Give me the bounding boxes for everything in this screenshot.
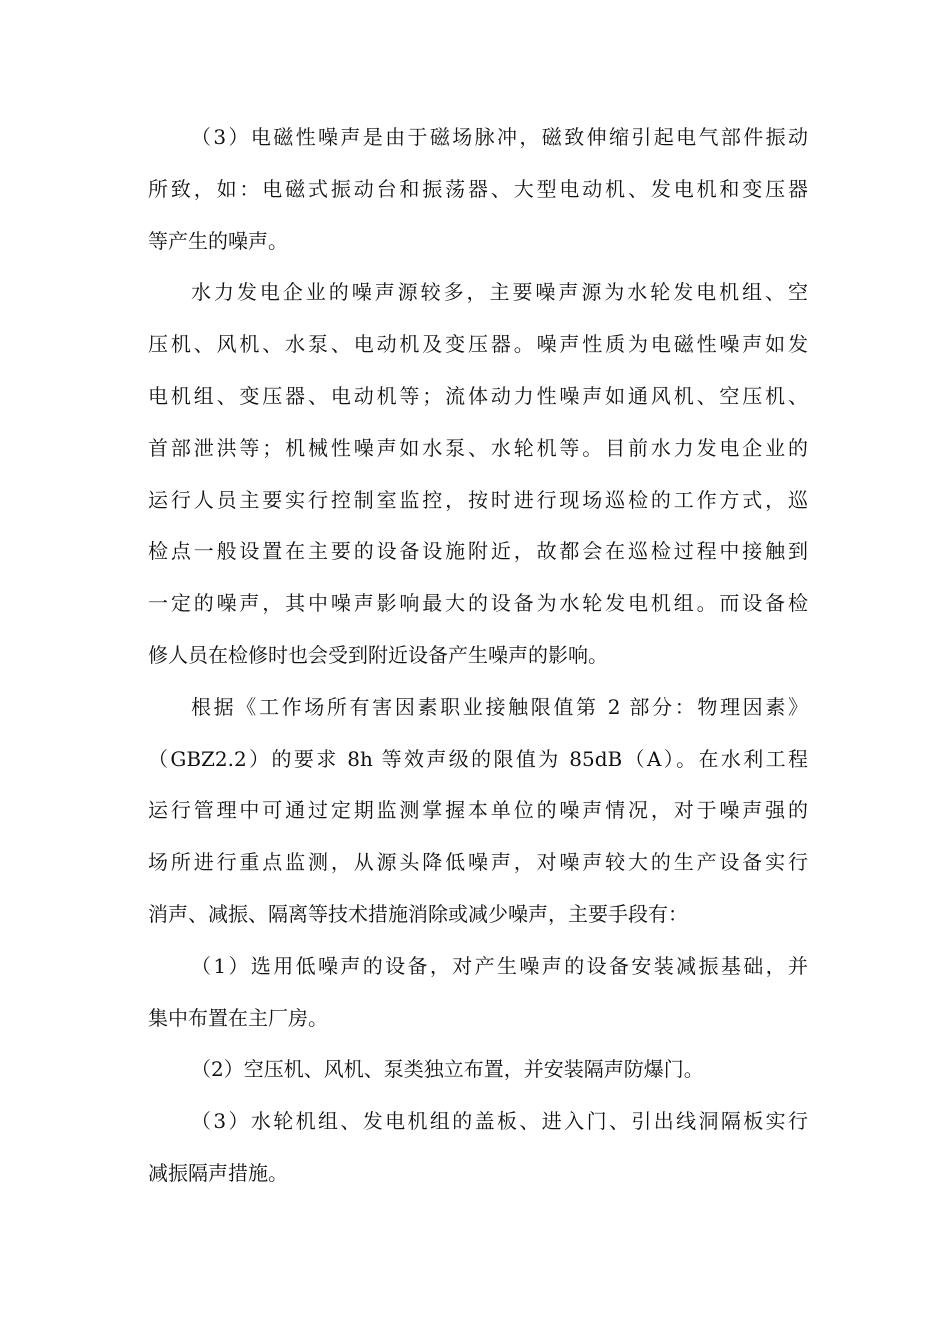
text-line: 水力发电企业的噪声源较多，主要噪声源为水轮发电机组、空 [191,280,808,305]
text-line: 检点一般设置在主要的设备设施附近，故都会在巡检过程中接触到 [148,539,808,564]
text-line: （1）选用低噪声的设备，对产生噪声的设备安装减振基础，并 [191,953,808,978]
text-line: （3）水轮机组、发电机组的盖板、进入门、引出线洞隔板实行 [191,1109,808,1134]
text-line: 运行人员主要实行控制室监控，按时进行现场巡检的工作方式，巡 [148,487,808,512]
text-line: 消声、减振、隔离等技术措施消除或减少噪声，主要手段有： [148,901,688,926]
text-line: 电机组、变压器、电动机等；流体动力性噪声如通风机、空压机、 [148,383,808,408]
text-line: （3）电磁性噪声是由于磁场脉冲，磁致伸缩引起电气部件振动 [191,125,808,149]
text-line: 运行管理中可通过定期监测掌握本单位的噪声情况，对于噪声强的 [148,798,808,823]
text-line: 压机、风机、水泵、电动机及变压器。噪声性质为电磁性噪声如发 [148,332,808,357]
text-line: 减振隔声措施。 [148,1160,288,1185]
text-line: 修人员在检修时也会受到附近设备产生噪声的影响。 [148,642,608,667]
body-text [148,112,808,1200]
text-line: 场所进行重点监测，从源头降低噪声，对噪声较大的生产设备实行 [148,850,808,875]
text-line: 一定的噪声，其中噪声影响最大的设备为水轮发电机组。而设备检 [148,591,808,616]
text-line: 所致，如：电磁式振动台和振荡器、大型电动机、发电机和变压器 [148,176,808,201]
text-line: 首部泄洪等；机械性噪声如水泵、水轮机等。目前水力发电企业的 [148,435,808,460]
text-line: 根据《工作场所有害因素职业接触限值第 2 部分：物理因素》 [191,694,808,719]
text-line: （GBZ2.2）的要求 8h 等效声级的限值为 85dB（A）。在水利工程 [148,746,808,771]
text-line: 等产生的噪声。 [148,228,288,253]
text-line: （2）空压机、风机、泵类独立布置，并安装隔声防爆门。 [191,1057,704,1082]
text-line: 集中布置在主厂房。 [148,1005,328,1030]
